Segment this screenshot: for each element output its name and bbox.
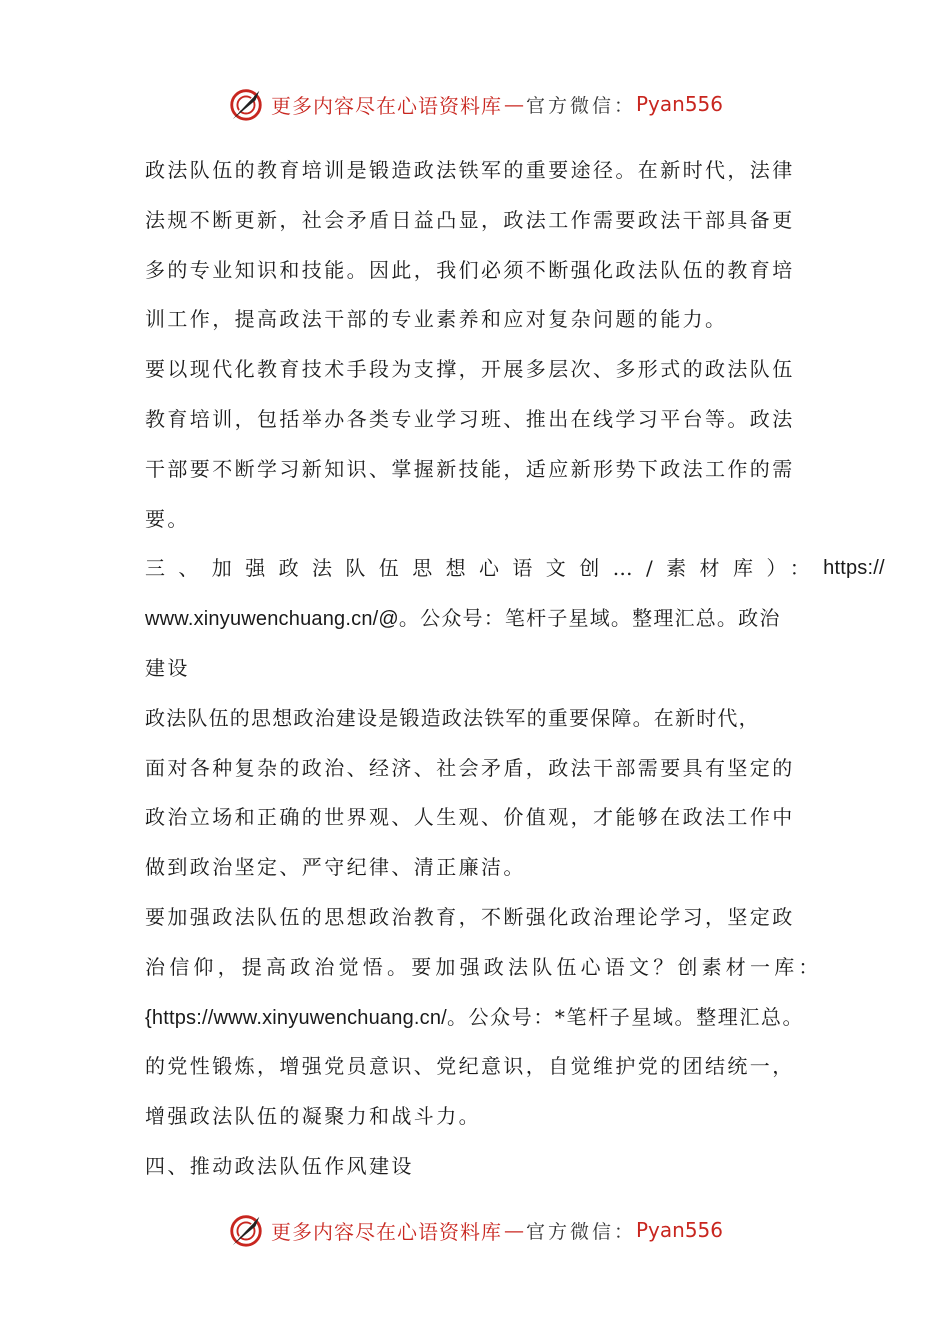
header-banner: [0, 82, 950, 126]
text-line: 要。: [145, 506, 190, 531]
text-fragment: 。公众号：*笔杆子星域。整理汇总。: [446, 1004, 805, 1029]
text-line: 治信仰，提高政治觉悟。要加强政法队伍心语文？创素材一库：: [145, 954, 823, 979]
banner-wechat-label: 官方微信：: [525, 94, 636, 117]
url-text: {https://www.xinyuwenchuang.cn/: [145, 1006, 447, 1029]
quill-seal-logo-icon: [227, 1211, 265, 1249]
section-heading-four: 四、推动政法队伍作风建设: [145, 1153, 414, 1178]
banner-wechat-id: Pyan556: [636, 1218, 724, 1242]
text-fragment: 。公众号：笔杆子星域。整理汇总。政治: [398, 606, 781, 631]
text-line: 多的专业知识和技能。因此，我们必须不断强化政法队伍的教育培: [145, 257, 795, 282]
text-line: 政法队伍的思想政治建设是锻造政法铁军的重要保障。在新时代，: [145, 705, 760, 730]
banner-wechat-label: 官方微信：: [525, 1220, 636, 1243]
text-line: 干部要不断学习新知识、掌握新技能，适应新形势下政法工作的需: [145, 456, 795, 481]
text-line: 政治立场和正确的世界观、人生观、价值观，才能够在政法工作中: [145, 805, 795, 830]
banner-dash: —: [503, 1218, 524, 1242]
text-line: 要以现代化教育技术手段为支撑，开展多层次、多形式的政法队伍: [145, 357, 795, 382]
footer-banner: [0, 1208, 950, 1252]
text-line: 政法队伍的教育培训是锻造政法铁军的重要途径。在新时代，法律: [145, 158, 795, 182]
text-line: 法规不断更新，社会矛盾日益凸显，政法工作需要政法干部具备更: [145, 207, 795, 232]
banner-site-text: 更多内容尽在心语资料库: [270, 1219, 502, 1244]
text-line: 要加强政法队伍的思想政治教育，不断强化政治理论学习，坚定政: [145, 904, 795, 929]
text-line: 面对各种复杂的政治、经济、社会矛盾，政法干部需要具有坚定的: [145, 755, 795, 780]
text-line: 增强政法队伍的凝聚力和战斗力。: [145, 1104, 481, 1129]
heading-three-text: 三、加强政法队伍思想心语文创…/素材库）：: [145, 556, 824, 581]
link-fragment: https://: [823, 557, 885, 580]
banner-dash: —: [503, 92, 524, 116]
document-body: [145, 146, 885, 1192]
text-line: 建设: [145, 655, 190, 680]
text-line: 教育培训，包括举办各类专业学习班、推出在线学习平台等。政法: [145, 406, 795, 431]
quill-seal-logo-icon: [227, 85, 265, 123]
text-line: [145, 993, 807, 1043]
text-line: 做到政治坚定、严守纪律、清正廉洁。: [145, 855, 526, 880]
text-line: 的党性锻炼，增强党员意识、党纪意识，自觉维护党的团结统一，: [145, 1054, 795, 1079]
text-line: 训工作，提高政法干部的专业素养和应对复杂问题的能力。: [145, 307, 728, 332]
banner-site-text: 更多内容尽在心语资料库: [270, 93, 502, 118]
section-heading-three: [145, 544, 885, 594]
url-text: www.xinyuwenchuang.cn/@: [145, 608, 399, 631]
banner-wechat-id: Pyan556: [636, 92, 724, 116]
text-line: [145, 594, 807, 644]
